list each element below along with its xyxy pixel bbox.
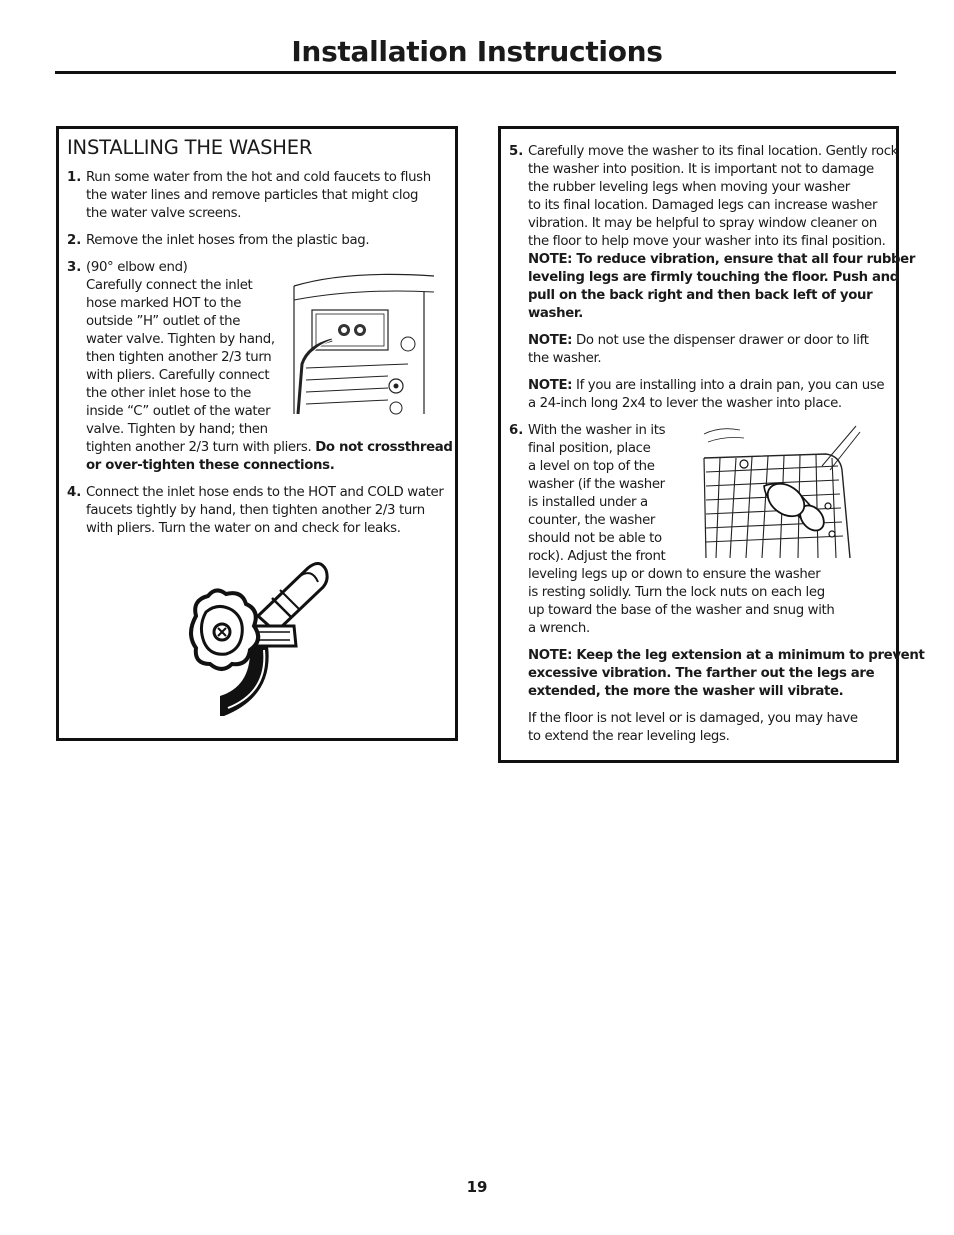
step-5-text: Carefully move the washer to its final location. Gently rock the washer into position. It is important not to damage the rubber leveling legs when moving your washer to its final location. Damaged legs can increase washer vibration. It may be helpful to spray window cleaner on the floor to help move your washer into its final position. NOTE: To reduce vibration, ensure that all four rubber leveling legs are firmly touching the floor. Push and pull on the back right and then back left of your washer. — [528, 144, 916, 321]
step-1-text: Run some water from the hot and cold faucets to flush the water lines and remove particles that might clog the water valve screens. — [86, 170, 431, 221]
title-rule — [55, 71, 896, 74]
step-4-number: 4. — [67, 485, 82, 500]
step-2-number: 2. — [67, 233, 82, 248]
washer-back-illustration — [288, 268, 436, 418]
step-2-text: Remove the inlet hoses from the plastic bag. — [86, 233, 370, 248]
note-leg-extension: NOTE: Keep the leg extension at a minimum to prevent excessive vibration. The farther out the legs are extended, the more the washer will vibrate. — [528, 648, 925, 699]
note-drain-pan: NOTE: If you are installing into a drain pan, you can use a 24-inch long 2x4 to lever the washer into place. — [528, 378, 885, 411]
step-6-number: 6. — [509, 423, 524, 438]
step-3-number: 3. — [67, 260, 82, 275]
note-floor: If the floor is not level or is damaged, you may have to extend the rear leveling legs. — [528, 711, 858, 744]
page-number: 19 — [466, 1178, 488, 1196]
step-6-text: With the washer in its final position, place a level on top of the washer (if the washer is installed under a counter, the washer should not be able to rock). Adjust the front leveling legs up or down to ensure the washer is resting solidly. Turn the lock nuts on each leg up toward the base of the washer and snug with a wrench. — [528, 423, 835, 636]
step-4-text: Connect the inlet hose ends to the HOT and COLD water faucets tightly by hand, then tighten another 2/3 turn with pliers. Turn the water on and check for leaks. — [86, 485, 444, 536]
faucet-illustration — [188, 546, 330, 722]
step-5-number: 5. — [509, 144, 524, 159]
page-title: Installation Instructions — [291, 35, 663, 68]
leveling-leg-illustration — [700, 424, 872, 562]
step-3-text: (90° elbow end) Carefully connect the inlet hose marked HOT to the outside ”H” outlet of the water valve. Tighten by hand, then tighten another 2/3 turn with pliers. Carefully connect the other inlet hose to the inside “C” outlet of the water valve. Tighten by hand; then tighten another 2/3 turn with pliers. Do not crossthread or over-tighten these connections. — [86, 260, 453, 473]
section-heading: INSTALLING THE WASHER — [67, 136, 313, 159]
note-dispenser: NOTE: Do not use the dispenser drawer or door to lift the washer. — [528, 333, 869, 366]
step-1-number: 1. — [67, 170, 82, 185]
